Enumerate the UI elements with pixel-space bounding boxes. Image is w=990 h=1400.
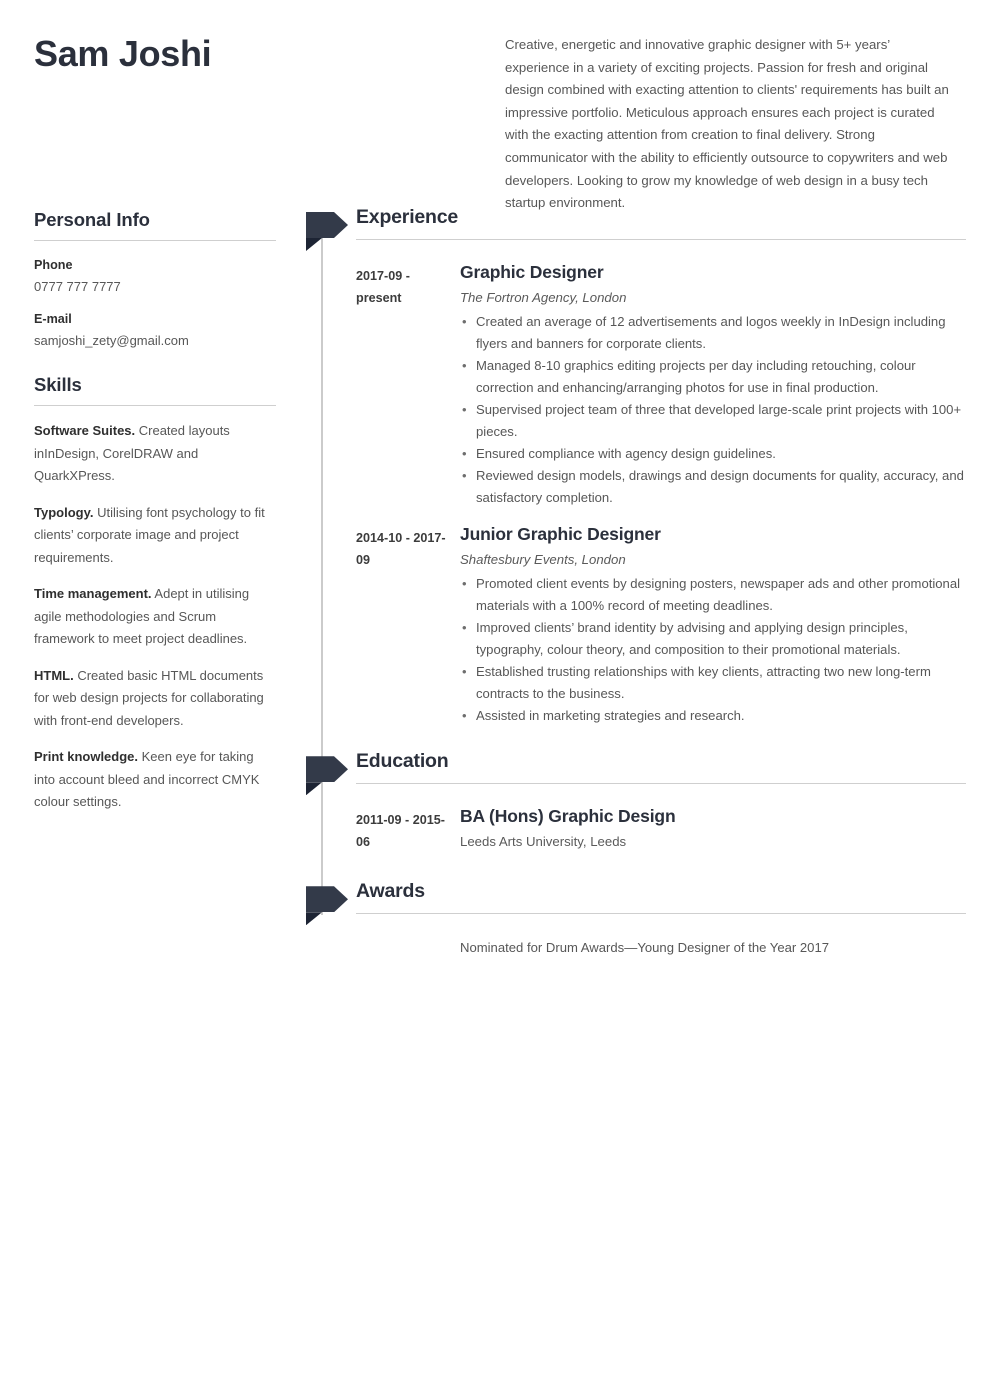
award-text: Nominated for Drum Awards—Young Designer of the Year 2017	[460, 940, 830, 956]
awards-divider	[356, 913, 966, 914]
flag-body	[306, 756, 348, 782]
main-content	[306, 205, 966, 959]
skill-text: Created layouts inInDesign, CorelDRAW and QuarkXPress.	[34, 423, 230, 484]
bullet-item: • Promoted client events by designing posters, newspaper ads and other promotional materials with a 100% record of meeting deadlines.	[460, 573, 966, 617]
bullet-item: • Ensured compliance with agency design guidelines.	[460, 443, 966, 465]
education-title: Education	[356, 750, 449, 773]
bullet-item: • Reviewed design models, drawings and design documents for quality, accuracy, and satisfactory completion.	[460, 465, 966, 509]
skill-label: Time management.	[34, 586, 152, 602]
personal-info-heading: Personal Info	[34, 209, 150, 230]
entry-dates: 2017-09 - present	[356, 269, 410, 305]
entry-body	[458, 937, 966, 959]
job-title: Junior Graphic Designer	[460, 524, 661, 545]
awards-section	[306, 879, 966, 959]
sidebar	[34, 208, 276, 828]
responsibility-list	[460, 311, 966, 509]
entry-body	[458, 805, 966, 855]
skills-heading: Skills	[34, 374, 82, 396]
skills-section	[34, 373, 276, 814]
skill-label: Print knowledge.	[34, 749, 139, 765]
email-value[interactable]: samjoshi_zety@gmail.com	[34, 333, 189, 349]
employer: Shaftesbury Events, London	[460, 552, 626, 568]
flag-body	[306, 886, 348, 912]
skill-item	[34, 502, 276, 570]
employer: The Fortron Agency, London	[460, 290, 627, 306]
resume-header	[0, 0, 990, 211]
professional-summary: Creative, energetic and innovative graphic designer with 5+ years’ experience in a variety of exciting projects. Passion for fresh and original design combined with exacting attention to clients' requirements has built an impressive portfolio. Meticulous approach ensures each project is curated with the exacting attention from creation to final delivery. Strong communicator with the ability to efficiently outsource to copywriters and web developers. Looking to grow my knowledge of web design in a busy tech startup environment.	[505, 37, 949, 211]
experience-header	[306, 205, 966, 247]
degree-title: BA (Hons) Graphic Design	[460, 806, 676, 827]
bullet-item: • Improved clients’ brand identity by advising and applying design principles, typography, colour theory, and composition to their promotional materials.	[460, 617, 966, 661]
phone-label: Phone	[34, 258, 73, 273]
skill-label: Typology.	[34, 504, 94, 520]
candidate-name: Sam Joshi	[34, 33, 212, 74]
awards-title: Awards	[356, 880, 425, 903]
contact-field-phone	[34, 255, 276, 297]
skill-label: Software Suites.	[34, 423, 136, 439]
bullet-item: • Supervised project team of three that developed large-scale print projects with 100+ pieces.	[460, 399, 966, 443]
skill-text: Adept in utilising agile methodologies and Scrum framework to meet project deadlines.	[34, 586, 250, 647]
skill-text: Keen eye for taking into account bleed and incorrect CMYK colour settings.	[34, 749, 260, 810]
experience-divider	[356, 239, 966, 240]
personal-info-divider	[34, 240, 276, 241]
bullet-item: • Established trusting relationships with key clients, attracting two new long-term contracts to the business.	[460, 661, 966, 705]
bullet-item: • Created an average of 12 advertisements and logos weekly in InDesign including flyers and banners for corporate clients.	[460, 311, 966, 355]
flag-marker-icon	[306, 756, 348, 788]
entry-body	[458, 261, 966, 509]
bullet-item: • Assisted in marketing strategies and research.	[460, 705, 966, 727]
email-label: E-mail	[34, 312, 72, 327]
responsibility-list	[460, 573, 966, 727]
experience-title: Experience	[356, 206, 459, 228]
award-entry	[306, 937, 966, 959]
flag-marker-icon	[306, 886, 348, 918]
education-divider	[356, 783, 966, 784]
flag-marker-icon	[306, 212, 348, 244]
flag-fold	[306, 782, 322, 795]
skills-divider	[34, 405, 276, 406]
skill-item	[34, 665, 276, 733]
personal-info-section	[34, 208, 276, 351]
skill-item	[34, 746, 276, 814]
entry-dates: 2014-10 - 2017-09	[356, 531, 446, 568]
skill-text: Created basic HTML documents for web design projects for collaborating with front-end developers.	[34, 667, 264, 728]
skill-text: Utilising font psychology to fit clients’ corporate image and project requirements.	[34, 504, 265, 565]
flag-fold	[306, 912, 322, 925]
education-header	[306, 749, 966, 791]
contact-field-email	[34, 309, 276, 351]
entry-dates	[356, 937, 458, 959]
skill-label: HTML.	[34, 667, 74, 683]
job-title: Graphic Designer	[460, 262, 604, 282]
phone-value[interactable]: 0777 777 7777	[34, 279, 121, 295]
education-entry	[306, 805, 966, 855]
experience-entry	[306, 261, 966, 509]
skill-item	[34, 420, 276, 488]
entry-dates: 2011-09 - 2015-06	[356, 813, 445, 850]
skill-item	[34, 583, 276, 651]
experience-entry	[306, 523, 966, 727]
flag-fold	[306, 238, 322, 251]
experience-section	[306, 205, 966, 727]
bullet-item: • Managed 8-10 graphics editing projects per day including retouching, colour correction and enhancing/arranging photos for use in final production.	[460, 355, 966, 399]
entry-body	[458, 523, 966, 727]
education-section	[306, 749, 966, 855]
awards-header	[306, 879, 966, 921]
institution: Leeds Arts University, Leeds	[460, 834, 627, 850]
flag-body	[306, 212, 348, 238]
